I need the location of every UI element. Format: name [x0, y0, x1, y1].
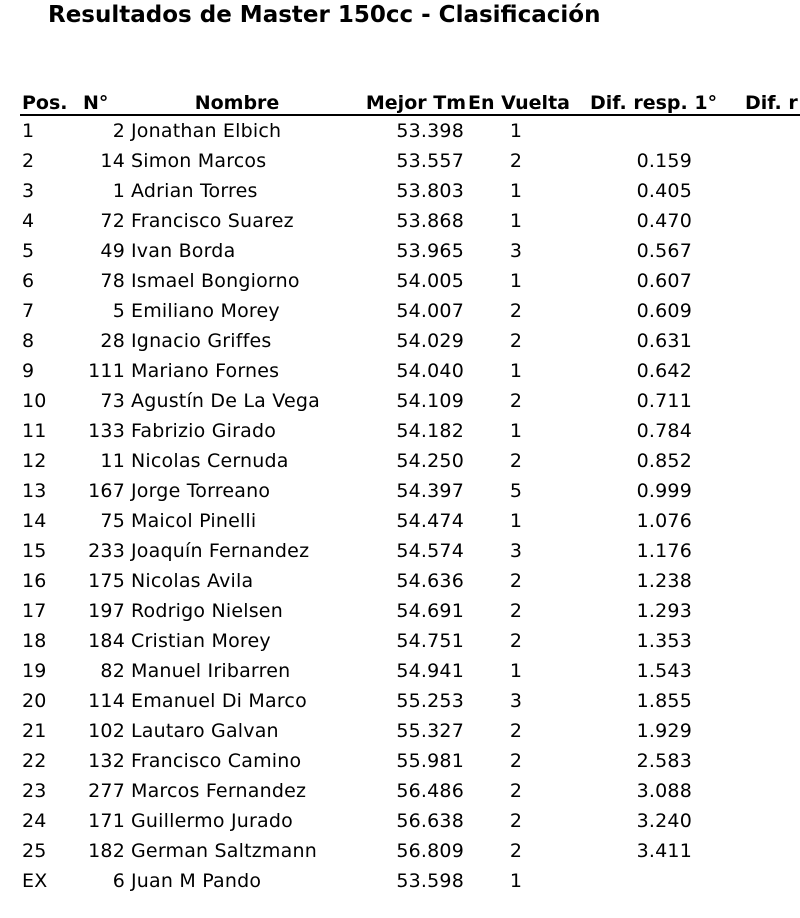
cell-diff-previous	[741, 776, 800, 806]
cell-on-lap: 1	[509, 420, 523, 442]
cell-position: 5	[22, 240, 35, 262]
cell-diff-first: 2.583	[636, 750, 692, 772]
cell-best-time: 55.253	[396, 690, 464, 712]
cell-best-time: 54.574	[396, 540, 464, 562]
cell-on-lap: 1	[509, 360, 523, 382]
cell-diff-previous	[741, 866, 800, 896]
cell-on-lap: 2	[509, 570, 523, 592]
cell-best-time: 54.005	[396, 270, 464, 292]
column-header-best-time: Mejor Tm	[347, 87, 468, 115]
cell-number: 233	[88, 540, 125, 562]
cell-driver-name: Adrian Torres	[131, 180, 258, 202]
table-row	[20, 296, 800, 326]
cell-diff-previous	[741, 206, 800, 236]
table-row	[20, 206, 800, 236]
cell-position: 15	[22, 540, 47, 562]
cell-driver-name: Agustín De La Vega	[131, 390, 320, 412]
cell-driver-name: German Saltzmann	[131, 840, 317, 862]
cell-best-time: 54.691	[396, 600, 464, 622]
cell-number: 73	[100, 390, 125, 412]
cell-on-lap: 2	[509, 330, 523, 352]
table-row	[20, 146, 800, 176]
cell-position: 22	[22, 750, 47, 772]
cell-driver-name: Nicolas Cernuda	[131, 450, 289, 472]
cell-number: 171	[88, 810, 125, 832]
table-row	[20, 596, 800, 626]
cell-on-lap: 2	[509, 780, 523, 802]
cell-diff-previous	[741, 266, 800, 296]
table-row	[20, 686, 800, 716]
cell-diff-first: 0.711	[636, 390, 692, 412]
cell-best-time: 55.981	[396, 750, 464, 772]
cell-position: 16	[22, 570, 47, 592]
cell-number: 102	[88, 720, 125, 742]
cell-best-time: 53.398	[396, 120, 464, 142]
cell-diff-previous	[741, 476, 800, 506]
cell-best-time: 56.809	[396, 840, 464, 862]
cell-position: 23	[22, 780, 47, 802]
cell-diff-previous	[741, 236, 800, 266]
results-table-container	[20, 87, 800, 897]
table-row	[20, 326, 800, 356]
cell-on-lap: 2	[509, 150, 523, 172]
cell-diff-previous	[741, 686, 800, 716]
table-row	[20, 716, 800, 746]
column-header-position: Pos.	[20, 87, 77, 115]
cell-position: 2	[22, 150, 35, 172]
cell-driver-name: Ivan Borda	[131, 240, 236, 262]
cell-on-lap: 3	[509, 690, 523, 712]
table-row	[20, 416, 800, 446]
cell-driver-name: Guillermo Jurado	[131, 810, 293, 832]
cell-number: 11	[100, 450, 125, 472]
cell-best-time: 56.638	[396, 810, 464, 832]
cell-on-lap: 2	[509, 720, 523, 742]
cell-on-lap: 3	[509, 540, 523, 562]
cell-diff-first: 0.405	[636, 180, 692, 202]
cell-number: 182	[88, 840, 125, 862]
cell-driver-name: Jonathan Elbich	[131, 120, 282, 142]
cell-best-time: 54.941	[396, 660, 464, 682]
cell-diff-first: 0.999	[636, 480, 692, 502]
page-title: Resultados de Master 150cc - Clasificación	[48, 2, 601, 28]
table-row	[20, 176, 800, 206]
cell-best-time: 54.474	[396, 510, 464, 532]
cell-driver-name: Manuel Iribarren	[131, 660, 291, 682]
table-row	[20, 536, 800, 566]
table-body	[20, 115, 800, 896]
cell-position: 8	[22, 330, 35, 352]
cell-driver-name: Cristian Morey	[131, 630, 271, 652]
cell-diff-previous	[741, 656, 800, 686]
cell-diff-previous	[741, 446, 800, 476]
cell-driver-name: Mariano Fornes	[131, 360, 280, 382]
cell-diff-first: 0.470	[636, 210, 692, 232]
column-header-name: Nombre	[127, 87, 347, 115]
table-row	[20, 746, 800, 776]
cell-diff-previous	[741, 326, 800, 356]
cell-diff-previous	[741, 386, 800, 416]
cell-best-time: 54.636	[396, 570, 464, 592]
table-row	[20, 836, 800, 866]
cell-position: 25	[22, 840, 47, 862]
cell-position: 4	[22, 210, 35, 232]
cell-best-time: 54.397	[396, 480, 464, 502]
cell-position: 9	[22, 360, 35, 382]
cell-on-lap: 2	[509, 450, 523, 472]
cell-position: 1	[22, 120, 35, 142]
cell-diff-first	[590, 115, 741, 146]
cell-best-time: 53.557	[396, 150, 464, 172]
column-header-diff-previous: Dif. r	[741, 87, 800, 115]
table-row	[20, 866, 800, 896]
table-row	[20, 476, 800, 506]
cell-position: 3	[22, 180, 35, 202]
cell-diff-previous	[741, 716, 800, 746]
cell-number: 6	[112, 870, 125, 892]
cell-diff-first: 1.238	[636, 570, 692, 592]
cell-position: 18	[22, 630, 47, 652]
cell-number: 133	[88, 420, 125, 442]
cell-driver-name: Lautaro Galvan	[131, 720, 279, 742]
cell-position: 24	[22, 810, 47, 832]
cell-diff-first: 0.631	[636, 330, 692, 352]
cell-on-lap: 2	[509, 600, 523, 622]
cell-diff-first: 0.607	[636, 270, 692, 292]
cell-diff-first: 1.076	[636, 510, 692, 532]
cell-number: 184	[88, 630, 125, 652]
cell-number: 197	[88, 600, 125, 622]
cell-number: 175	[88, 570, 125, 592]
cell-best-time: 56.486	[396, 780, 464, 802]
cell-diff-first: 0.567	[636, 240, 692, 262]
cell-best-time: 54.040	[396, 360, 464, 382]
cell-diff-previous	[741, 115, 800, 146]
cell-number: 78	[100, 270, 125, 292]
cell-driver-name: Emiliano Morey	[131, 300, 280, 322]
cell-best-time: 54.029	[396, 330, 464, 352]
cell-on-lap: 5	[509, 480, 523, 502]
cell-on-lap: 3	[509, 240, 523, 262]
cell-number: 2	[112, 120, 125, 142]
cell-on-lap: 1	[509, 510, 523, 532]
cell-position: EX	[22, 870, 48, 892]
cell-diff-previous	[741, 296, 800, 326]
cell-position: 14	[22, 510, 47, 532]
cell-diff-first: 1.176	[636, 540, 692, 562]
table-row	[20, 356, 800, 386]
cell-position: 21	[22, 720, 47, 742]
cell-diff-first	[590, 866, 741, 896]
cell-on-lap: 2	[509, 630, 523, 652]
cell-best-time: 54.250	[396, 450, 464, 472]
table-row	[20, 776, 800, 806]
cell-diff-previous	[741, 146, 800, 176]
cell-position: 12	[22, 450, 47, 472]
cell-diff-first: 1.929	[636, 720, 692, 742]
cell-on-lap: 2	[509, 390, 523, 412]
cell-diff-first: 3.411	[636, 840, 692, 862]
column-header-on-lap: En Vuelta	[468, 87, 590, 115]
cell-on-lap: 1	[509, 120, 523, 142]
cell-diff-previous	[741, 416, 800, 446]
cell-driver-name: Joaquín Fernandez	[131, 540, 310, 562]
column-header-diff-first: Dif. resp. 1°	[590, 87, 741, 115]
cell-number: 82	[100, 660, 125, 682]
column-header-number: N°	[77, 87, 127, 115]
table-row	[20, 806, 800, 836]
cell-best-time: 55.327	[396, 720, 464, 742]
cell-diff-previous	[741, 176, 800, 206]
cell-on-lap: 2	[509, 810, 523, 832]
cell-diff-first: 1.353	[636, 630, 692, 652]
cell-number: 111	[88, 360, 125, 382]
cell-number: 75	[100, 510, 125, 532]
table-row	[20, 386, 800, 416]
cell-diff-previous	[741, 506, 800, 536]
cell-best-time: 54.751	[396, 630, 464, 652]
cell-best-time: 54.182	[396, 420, 464, 442]
table-row	[20, 566, 800, 596]
cell-on-lap: 1	[509, 210, 523, 232]
cell-number: 167	[88, 480, 125, 502]
cell-driver-name: Ignacio Griffes	[131, 330, 272, 352]
cell-driver-name: Jorge Torreano	[131, 480, 271, 502]
cell-position: 20	[22, 690, 47, 712]
cell-diff-previous	[741, 356, 800, 386]
cell-on-lap: 1	[509, 180, 523, 202]
cell-number: 14	[100, 150, 125, 172]
cell-diff-first: 0.609	[636, 300, 692, 322]
cell-diff-first: 1.855	[636, 690, 692, 712]
cell-number: 72	[100, 210, 125, 232]
cell-diff-previous	[741, 626, 800, 656]
cell-driver-name: Marcos Fernandez	[131, 780, 307, 802]
table-row	[20, 626, 800, 656]
cell-driver-name: Juan M Pando	[131, 870, 262, 892]
cell-driver-name: Ismael Bongiorno	[131, 270, 300, 292]
cell-best-time: 53.965	[396, 240, 464, 262]
table-row	[20, 506, 800, 536]
results-table	[20, 87, 800, 896]
cell-diff-first: 0.784	[636, 420, 692, 442]
cell-diff-previous	[741, 566, 800, 596]
cell-driver-name: Maicol Pinelli	[131, 510, 257, 532]
cell-best-time: 53.598	[396, 870, 464, 892]
cell-best-time: 54.007	[396, 300, 464, 322]
cell-diff-previous	[741, 836, 800, 866]
cell-diff-first: 3.240	[636, 810, 692, 832]
table-header-row	[20, 87, 800, 115]
cell-position: 10	[22, 390, 47, 412]
cell-diff-previous	[741, 536, 800, 566]
cell-diff-previous	[741, 746, 800, 776]
cell-diff-previous	[741, 596, 800, 626]
cell-on-lap: 1	[509, 270, 523, 292]
table-row	[20, 446, 800, 476]
cell-on-lap: 1	[509, 870, 523, 892]
cell-diff-first: 0.852	[636, 450, 692, 472]
cell-on-lap: 1	[509, 660, 523, 682]
cell-driver-name: Nicolas Avila	[131, 570, 254, 592]
cell-diff-first: 1.293	[636, 600, 692, 622]
cell-position: 17	[22, 600, 47, 622]
cell-driver-name: Francisco Camino	[131, 750, 302, 772]
cell-driver-name: Rodrigo Nielsen	[131, 600, 283, 622]
cell-number: 132	[88, 750, 125, 772]
table-row	[20, 656, 800, 686]
cell-on-lap: 2	[509, 750, 523, 772]
cell-diff-first: 0.642	[636, 360, 692, 382]
cell-position: 19	[22, 660, 47, 682]
cell-number: 114	[88, 690, 125, 712]
cell-diff-first: 0.159	[636, 150, 692, 172]
cell-number: 1	[112, 180, 125, 202]
cell-best-time: 53.803	[396, 180, 464, 202]
cell-number: 49	[100, 240, 125, 262]
cell-position: 11	[22, 420, 47, 442]
cell-diff-first: 3.088	[636, 780, 692, 802]
cell-number: 5	[112, 300, 125, 322]
cell-diff-previous	[741, 806, 800, 836]
table-row	[20, 236, 800, 266]
cell-position: 7	[22, 300, 35, 322]
cell-driver-name: Emanuel Di Marco	[131, 690, 307, 712]
cell-on-lap: 2	[509, 300, 523, 322]
cell-number: 28	[100, 330, 125, 352]
cell-position: 13	[22, 480, 47, 502]
cell-best-time: 53.868	[396, 210, 464, 232]
cell-number: 277	[88, 780, 125, 802]
cell-on-lap: 2	[509, 840, 523, 862]
cell-driver-name: Simon Marcos	[131, 150, 267, 172]
table-row	[20, 115, 800, 146]
cell-best-time: 54.109	[396, 390, 464, 412]
cell-diff-first: 1.543	[636, 660, 692, 682]
cell-driver-name: Francisco Suarez	[131, 210, 294, 232]
table-row	[20, 266, 800, 296]
cell-position: 6	[22, 270, 35, 292]
cell-driver-name: Fabrizio Girado	[131, 420, 277, 442]
